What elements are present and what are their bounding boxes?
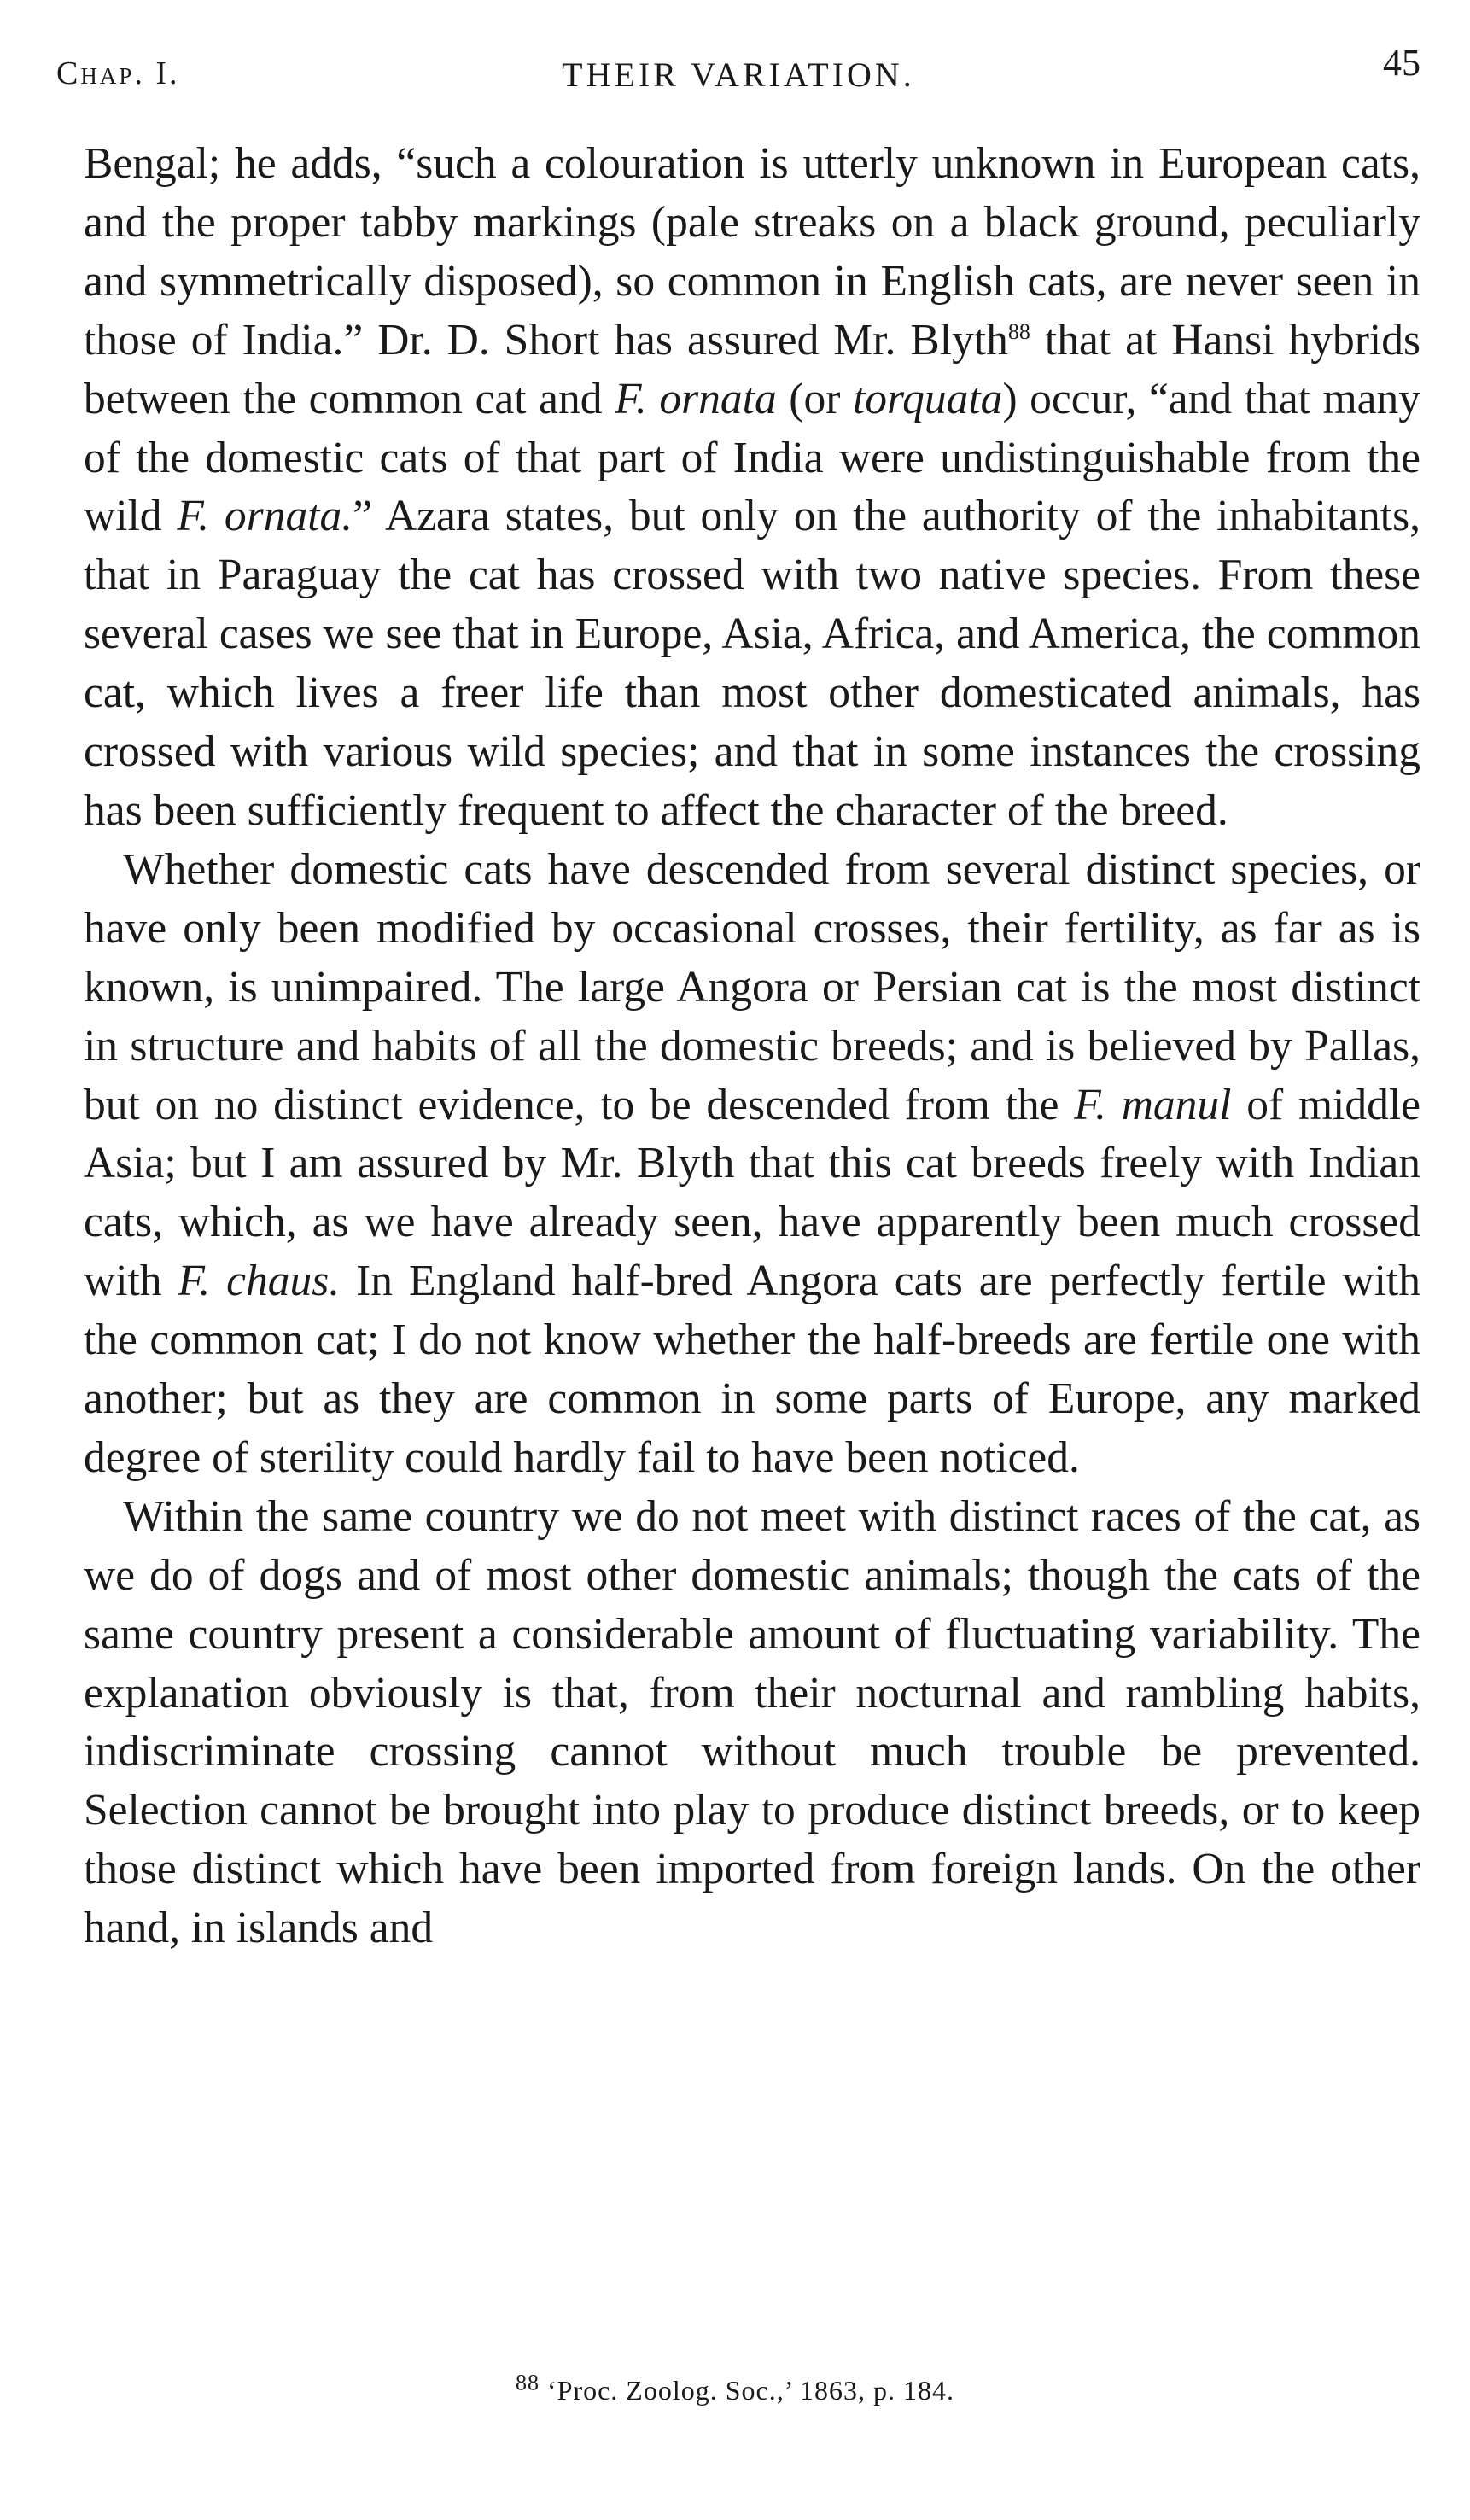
body-text xyxy=(84,135,1420,1958)
italic-term: F. chaus. xyxy=(178,1257,341,1306)
text-run: that at Hansi hybrids between the common cat and xyxy=(84,315,1420,423)
running-title: THEIR VARIATION. xyxy=(562,55,915,94)
italic-term: F. ornata. xyxy=(177,492,353,541)
text-run: ) occur, “and that many of the domestic cats of that part of India were undistinguishable from the wild xyxy=(84,374,1420,541)
chapter-label: Chap. I. xyxy=(56,55,180,91)
running-header xyxy=(56,41,1420,101)
paragraph-2 xyxy=(84,841,1420,1488)
text-run: Whether domestic cats have descended from several distinct species, or have only been modified by occasional crosses, their fertility, as far as is known, is unimpaired. The large Angora or Persian cat is the most distinct in structure and habits of all the domestic breeds; and is believed by Pallas, but on no distinct evidence, to be descended from the xyxy=(84,844,1420,1129)
footnote xyxy=(0,2370,1470,2406)
text-run: (or xyxy=(776,374,853,423)
text-run: In England half-bred Angora cats are perfectly fertile with the common cat; I do not know whether the half-breeds are fertile one with another; but as they are common in some parts of Europe, any marked degree of sterility could hardly fail to have been noticed. xyxy=(84,1257,1420,1482)
text-run: Bengal; he adds, “such a colouration is utterly unknown in European cats, and the proper tabby markings (pale streaks on a black ground, peculiarly and symmetrically disposed), so common in English cats, are never seen in those of India.” Dr. D. Short has assured Mr. Blyth xyxy=(84,139,1420,365)
italic-term: F. manul xyxy=(1074,1080,1232,1129)
footnote-reference: 88 xyxy=(1007,318,1030,344)
text-run: of middle Asia; but I am assured by Mr. Blyth that this cat breeds freely with Indian cats, which, as we have already seen, have apparently been much crossed with xyxy=(84,1080,1420,1306)
text-run: ” Azara states, but only on the authority of the inhabitants, that in Paraguay the cat has crossed with two native species. From these several cases we see that in Europe, Asia, Africa, and America, the common cat, which lives a freer life than most other domesticated animals, has crossed with various wild species; and that in some instances the crossing has been sufficiently frequent to affect the character of the breed. xyxy=(84,492,1421,835)
paragraph-1 xyxy=(84,135,1420,841)
italic-term: F. ornata xyxy=(615,374,777,423)
footnote-marker: 88 xyxy=(515,2370,540,2395)
italic-term: torquata xyxy=(852,374,1003,423)
text-run: Within the same country we do not meet with distinct races of the cat, as we do of dogs and of most other domestic animals; though the cats of the same country present a considerable amount of fluctuating variability. The explanation obviously is that, from their nocturnal and rambling habits, indiscriminate crossing cannot without much trouble be prevented. Selection cannot be brought into play to produce distinct breeds, or to keep those distinct which have been imported from foreign lands. On the other hand, in islands and xyxy=(84,1491,1420,1953)
paragraph-3 xyxy=(84,1488,1420,1958)
page-number: 45 xyxy=(1383,42,1420,84)
footnote-text: ‘Proc. Zoolog. Soc.,’ 1863, p. 184. xyxy=(539,2375,955,2406)
